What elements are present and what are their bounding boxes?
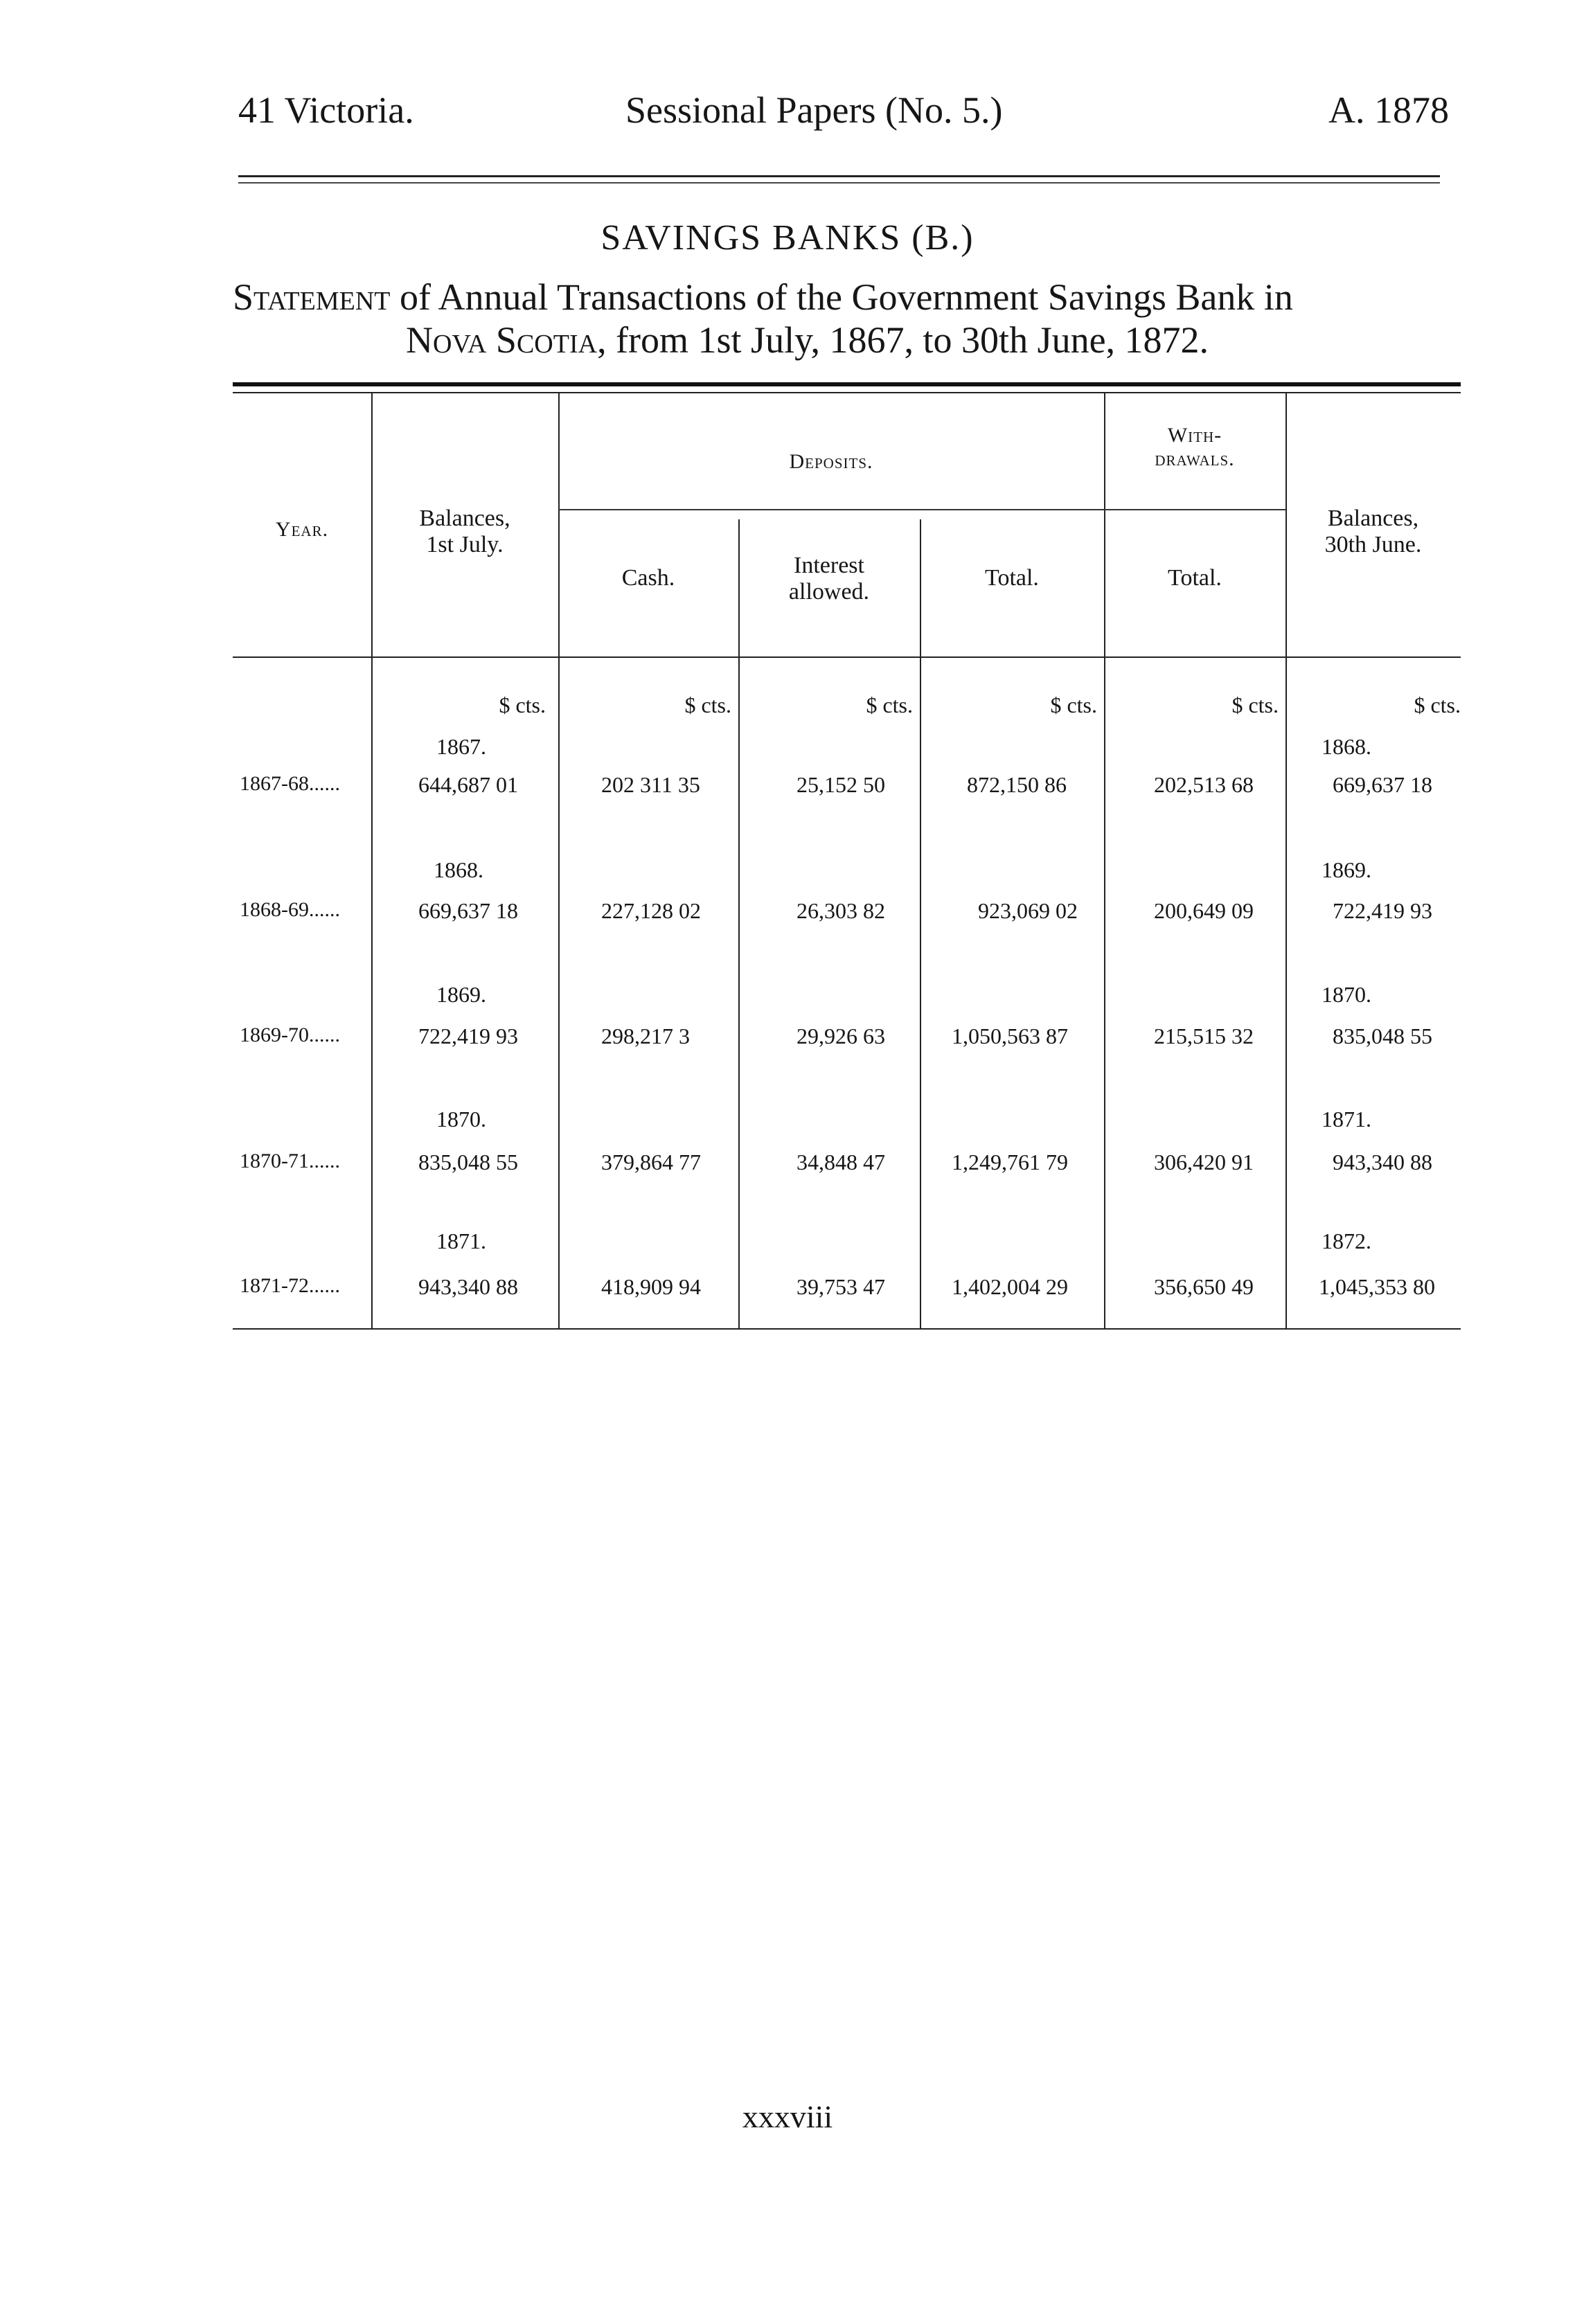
subtitle-province: Nova Scotia: [406, 319, 598, 361]
interest-cell: 26,303 82: [797, 898, 885, 923]
unit-cash: $ cts.: [684, 692, 731, 717]
page-title: SAVINGS BANKS (B.): [600, 218, 975, 258]
deposit-total-cell: 1,050,563 87: [952, 1024, 1068, 1048]
col-sep-interest: [920, 519, 921, 1328]
unit-balance-open: $ cts.: [499, 692, 546, 717]
header-deposits: Deposits.: [789, 450, 873, 473]
year-cell: 1870-71......: [240, 1150, 340, 1172]
year-cell: 1869-70......: [240, 1024, 340, 1046]
subtitle-lead: Statement: [233, 276, 391, 318]
unit-deposit-total: $ cts.: [1050, 692, 1097, 717]
header-rule-secondary: [238, 182, 1440, 184]
withdrawal-cell: 200,649 09: [1154, 898, 1254, 923]
balance-close-cell: 669,637 18: [1333, 772, 1432, 797]
balance-close-cell: 943,340 88: [1333, 1150, 1432, 1174]
header-interest-l1: Interest: [794, 553, 864, 578]
header-bottom-rule: [233, 656, 1461, 658]
year-cell: 1867-68......: [240, 772, 340, 795]
close-date: 1869.: [1322, 857, 1371, 882]
col-sep-balance-open: [558, 393, 560, 1328]
withdrawal-cell: 215,515 32: [1154, 1024, 1254, 1048]
cash-cell: 379,864 77: [601, 1150, 701, 1174]
open-date: 1868.: [434, 857, 483, 882]
deposit-total-cell: 1,402,004 29: [952, 1274, 1068, 1299]
header-rule: [238, 175, 1440, 177]
header-deposit-total: Total.: [985, 565, 1039, 591]
balance-open-cell: 722,419 93: [418, 1024, 518, 1048]
table-bottom-rule: [233, 1328, 1461, 1330]
close-date: 1872.: [1322, 1228, 1371, 1253]
header-balances-close-l2: 30th June.: [1324, 532, 1422, 557]
group-header-underline: [558, 509, 1285, 510]
statement-subtitle: [233, 276, 1466, 361]
balance-open-cell: 835,048 55: [418, 1150, 518, 1174]
header-balances-open-l1: Balances,: [419, 506, 510, 531]
header-withdrawals-l2: drawals.: [1155, 447, 1235, 470]
interest-cell: 39,753 47: [797, 1274, 885, 1299]
unit-interest: $ cts.: [866, 692, 913, 717]
subtitle-line2: , from 1st July, 1867, to 30th June, 1872.: [597, 319, 1209, 361]
interest-cell: 29,926 63: [797, 1024, 885, 1048]
open-date: 1870.: [436, 1107, 486, 1132]
unit-balance-close: $ cts.: [1414, 692, 1461, 717]
header-balances-open: [371, 506, 558, 558]
col-sep-deposits: [1104, 393, 1105, 1328]
header-cash: Cash.: [621, 565, 675, 591]
interest-cell: 25,152 50: [797, 772, 885, 797]
page-number: xxxviii: [742, 2099, 833, 2134]
close-date: 1868.: [1322, 734, 1371, 759]
running-header-left: 41 Victoria.: [238, 89, 414, 131]
cash-cell: 298,217 3: [601, 1024, 690, 1048]
deposit-total-cell: 923,069 02: [978, 898, 1078, 923]
open-date: 1869.: [436, 982, 486, 1007]
cash-cell: 202 311 35: [601, 772, 700, 797]
header-withdrawals: [1104, 424, 1285, 471]
subtitle-line1: of Annual Transactions of the Government Savings Bank in: [390, 276, 1293, 318]
header-balances-close-l1: Balances,: [1327, 506, 1419, 531]
balance-open-cell: 943,340 88: [418, 1274, 518, 1299]
header-balances-open-l2: 1st July.: [426, 532, 504, 557]
header-interest: [738, 553, 920, 605]
running-header-center: Sessional Papers (No. 5.): [625, 89, 1003, 131]
open-date: 1867.: [436, 734, 486, 759]
header-interest-l2: allowed.: [788, 579, 870, 605]
table-top-rule: [233, 382, 1461, 386]
close-date: 1870.: [1322, 982, 1371, 1007]
year-cell: 1868-69......: [240, 898, 340, 921]
header-balances-close: [1285, 506, 1461, 558]
col-sep-cash: [738, 519, 740, 1328]
deposit-total-cell: 872,150 86: [967, 772, 1067, 797]
balance-open-cell: 669,637 18: [418, 898, 518, 923]
running-header-right: A. 1878: [1328, 89, 1449, 131]
balance-open-cell: 644,687 01: [418, 772, 518, 797]
unit-withdrawals: $ cts.: [1231, 692, 1279, 717]
balance-close-cell: 1,045,353 80: [1319, 1274, 1435, 1299]
interest-cell: 34,848 47: [797, 1150, 885, 1174]
header-year: Year.: [275, 518, 329, 541]
cash-cell: 418,909 94: [601, 1274, 701, 1299]
open-date: 1871.: [436, 1228, 486, 1253]
withdrawal-cell: 356,650 49: [1154, 1274, 1254, 1299]
balance-close-cell: 722,419 93: [1333, 898, 1432, 923]
cash-cell: 227,128 02: [601, 898, 701, 923]
balance-close-cell: 835,048 55: [1333, 1024, 1432, 1048]
year-cell: 1871-72......: [240, 1274, 340, 1297]
header-withdrawal-total: Total.: [1168, 565, 1222, 591]
deposit-total-cell: 1,249,761 79: [952, 1150, 1068, 1174]
header-withdrawals-l1: With-: [1167, 424, 1222, 447]
close-date: 1871.: [1322, 1107, 1371, 1132]
withdrawal-cell: 202,513 68: [1154, 772, 1254, 797]
withdrawal-cell: 306,420 91: [1154, 1150, 1254, 1174]
table-top-rule-thin: [233, 392, 1461, 393]
